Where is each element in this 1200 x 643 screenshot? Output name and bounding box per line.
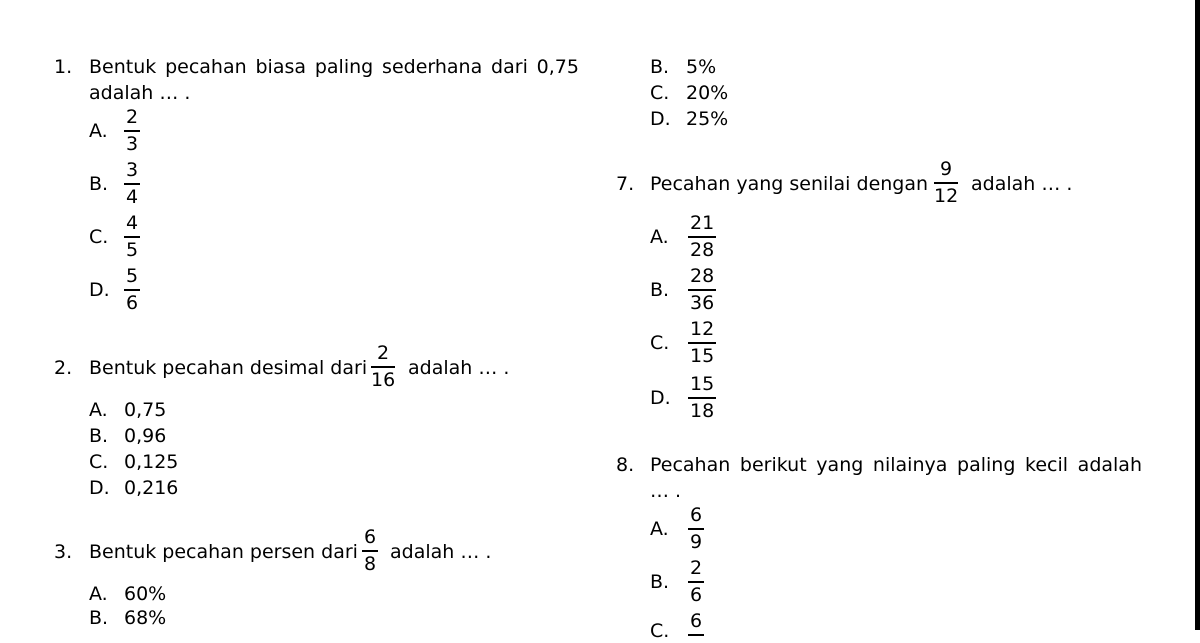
option-text: 0,96 <box>124 425 167 447</box>
option-letter: A. <box>89 120 108 142</box>
option-letter: D. <box>650 108 671 130</box>
option-letter: A. <box>650 518 669 540</box>
question-fraction: 2 16 <box>371 342 396 391</box>
question-text: Bentuk pecahan persen dari <box>89 541 358 563</box>
page-right-border <box>1195 0 1200 630</box>
option-letter: D. <box>89 477 110 499</box>
question-text: Bentuk pecahan desimal dari <box>89 357 368 379</box>
question-text-after: adalah … . <box>971 173 1073 195</box>
option-text: 20% <box>686 82 729 104</box>
option-letter: C. <box>650 332 670 354</box>
question-number: 7. <box>616 173 635 195</box>
option-text: 68% <box>124 607 167 629</box>
option-text: 0,216 <box>124 477 179 499</box>
question-text-after: adalah … . <box>408 357 510 379</box>
question-text-after: adalah … . <box>390 541 492 563</box>
option-text: 5% <box>686 56 717 78</box>
question-text: Pecahan yang senilai dengan <box>650 173 929 195</box>
option-letter: D. <box>89 279 110 301</box>
option-fraction: 3 4 <box>126 159 139 208</box>
option-fraction: 2 3 <box>126 106 139 155</box>
question-fraction: 9 12 <box>934 158 959 207</box>
option-letter: B. <box>89 607 109 629</box>
option-fraction: 6 <box>688 612 704 639</box>
question-text-cont: adalah … . <box>89 82 191 104</box>
option-fraction: 15 18 <box>690 373 715 422</box>
option-fraction: 28 36 <box>690 265 715 314</box>
option-letter: D. <box>650 387 671 409</box>
option-letter: C. <box>650 620 670 642</box>
option-fraction: 12 15 <box>690 318 715 367</box>
option-letter: A. <box>89 583 108 605</box>
option-letter: B. <box>650 571 670 593</box>
option-letter: C. <box>650 82 670 104</box>
question-number: 8. <box>616 454 635 476</box>
option-letter: A. <box>89 399 108 421</box>
option-fraction: 4 5 <box>126 212 139 261</box>
option-fraction: 2 6 <box>690 557 703 606</box>
option-fraction: 6 9 <box>690 504 703 553</box>
question-number: 1. <box>54 56 73 78</box>
question-text: Pecahan berikut yang nilainya paling kecil adalah <box>650 454 1142 476</box>
option-letter: C. <box>89 451 109 473</box>
option-text: 0,75 <box>124 399 167 421</box>
option-letter: B. <box>650 56 670 78</box>
option-text: 25% <box>686 108 729 130</box>
question-text-cont: … . <box>650 480 682 502</box>
option-letter: B. <box>650 279 670 301</box>
option-fraction: 5 6 <box>126 265 139 314</box>
option-letter: C. <box>89 226 109 248</box>
option-letter: A. <box>650 226 669 248</box>
option-letter: B. <box>89 173 109 195</box>
question-number: 2. <box>54 357 73 379</box>
option-text: 60% <box>124 583 167 605</box>
question-text: Bentuk pecahan biasa paling sederhana dari 0,75 <box>89 56 579 78</box>
option-text: 0,125 <box>124 451 179 473</box>
option-letter: B. <box>89 425 109 447</box>
question-fraction: 6 8 <box>364 526 377 575</box>
option-fraction: 21 28 <box>690 212 715 261</box>
question-number: 3. <box>54 541 73 563</box>
